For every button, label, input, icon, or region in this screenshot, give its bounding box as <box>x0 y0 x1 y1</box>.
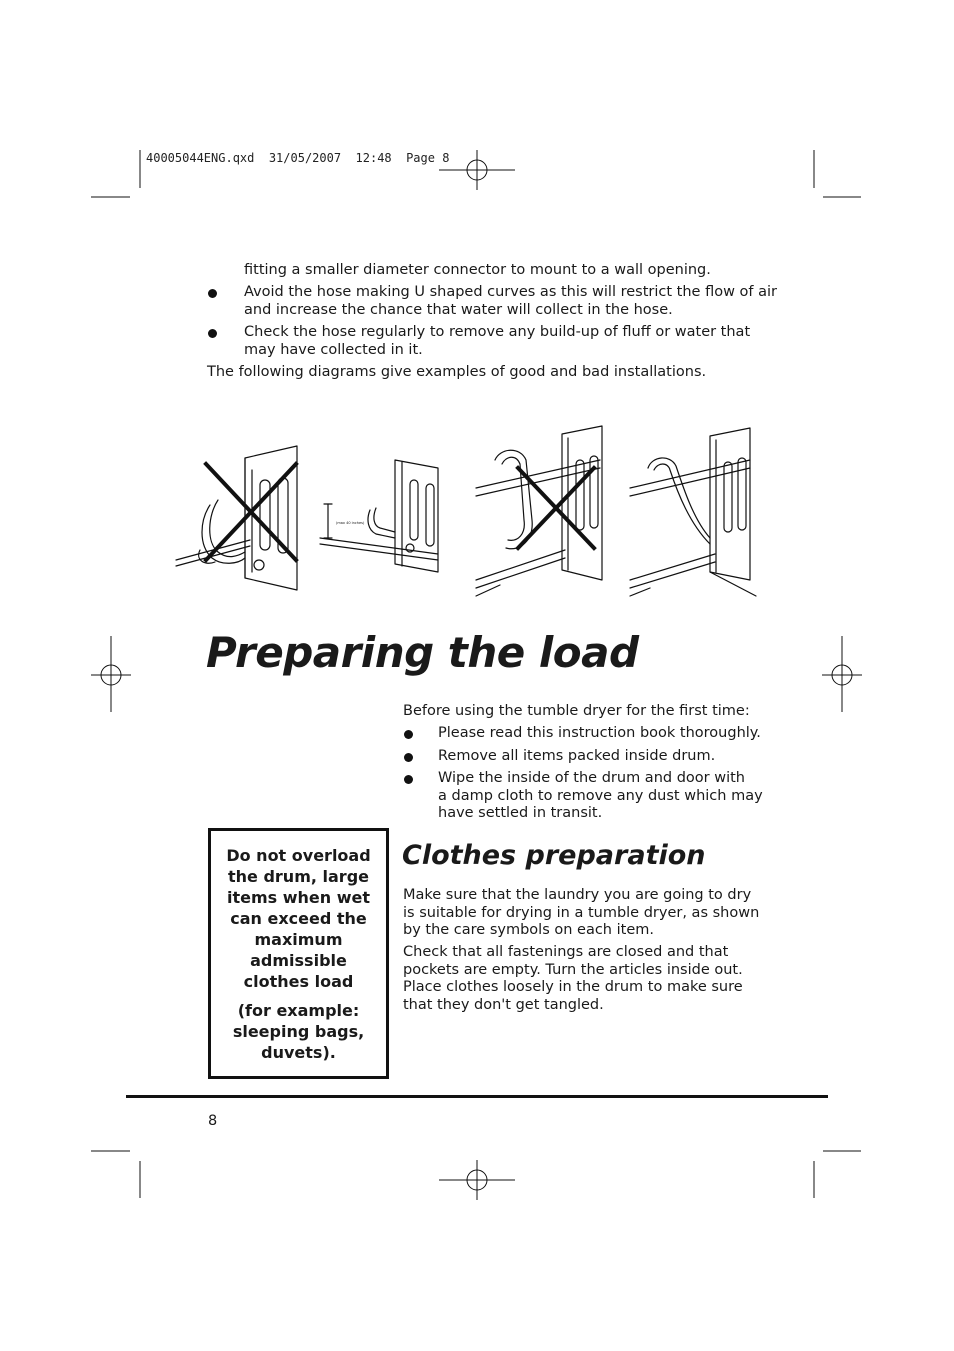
fastenings-line2: pockets are empty. Turn the articles inside out. <box>403 962 743 978</box>
print-slug: 40005044ENG.qxd 31/05/2007 12:48 Page 8 <box>146 151 450 165</box>
remove-items-item: Remove all items packed inside drum. <box>438 748 716 764</box>
laundry-suitable-line2: is suitable for drying in a tumble dryer, as shown <box>403 905 760 921</box>
page-title: Preparing the load <box>206 628 639 677</box>
hose-check-line1: Check the hose regularly to remove any build-up of fluff or water that <box>244 324 751 340</box>
diagram-good-short-hose <box>320 460 438 572</box>
wipe-drum-line3: have settled in transit. <box>438 805 603 821</box>
diagram-bad-hose-over-rail <box>476 426 602 596</box>
bullet-dot <box>404 775 413 784</box>
overload-example-text: (for example: sleeping bags, duvets). <box>232 1001 365 1062</box>
fastenings-line4: that they don't get tangled. <box>403 997 604 1013</box>
fastenings-line1: Check that all fastenings are closed and that <box>403 944 729 960</box>
page-number: 8 <box>208 1113 218 1129</box>
before-use-lead: Before using the tumble dryer for the first time: <box>403 703 750 719</box>
diagrams-note: The following diagrams give examples of good and bad installations. <box>207 364 707 380</box>
bullet-dot <box>404 753 413 762</box>
bullet-dot <box>404 730 413 739</box>
footer-rule <box>126 1095 828 1098</box>
overload-warning-text: Do not overload the drum, large items when wet can exceed the maximum admissible clothes load <box>226 846 371 991</box>
clothes-preparation-heading: Clothes preparation <box>402 840 706 871</box>
diagram-bad-sagging-hose <box>176 446 297 590</box>
bullet-dot <box>208 329 217 338</box>
overload-warning-box <box>208 828 389 1079</box>
hose-curve-line1: Avoid the hose making U shaped curves as this will restrict the flow of air <box>244 284 778 300</box>
laundry-suitable-line3: by the care symbols on each item. <box>403 922 654 938</box>
diagram-good-hose-rising <box>630 428 756 596</box>
laundry-suitable-line1: Make sure that the laundry you are going to dry <box>403 887 752 903</box>
fastenings-line3: Place clothes loosely in the drum to make sure <box>403 979 743 995</box>
hose-check-line2: may have collected in it. <box>244 342 423 358</box>
bullet-dot <box>208 289 217 298</box>
installation-diagrams <box>170 420 770 605</box>
continuation-text: fitting a smaller diameter connector to mount to a wall opening. <box>244 262 711 278</box>
wipe-drum-line1: Wipe the inside of the drum and door with <box>438 770 745 786</box>
measure-label: (max 40 inches) <box>336 521 365 525</box>
wipe-drum-line2: a damp cloth to remove any dust which may <box>438 788 763 804</box>
hose-curve-line2: and increase the chance that water will collect in the hose. <box>244 302 673 318</box>
read-book-item: Please read this instruction book thoroughly. <box>438 725 761 741</box>
